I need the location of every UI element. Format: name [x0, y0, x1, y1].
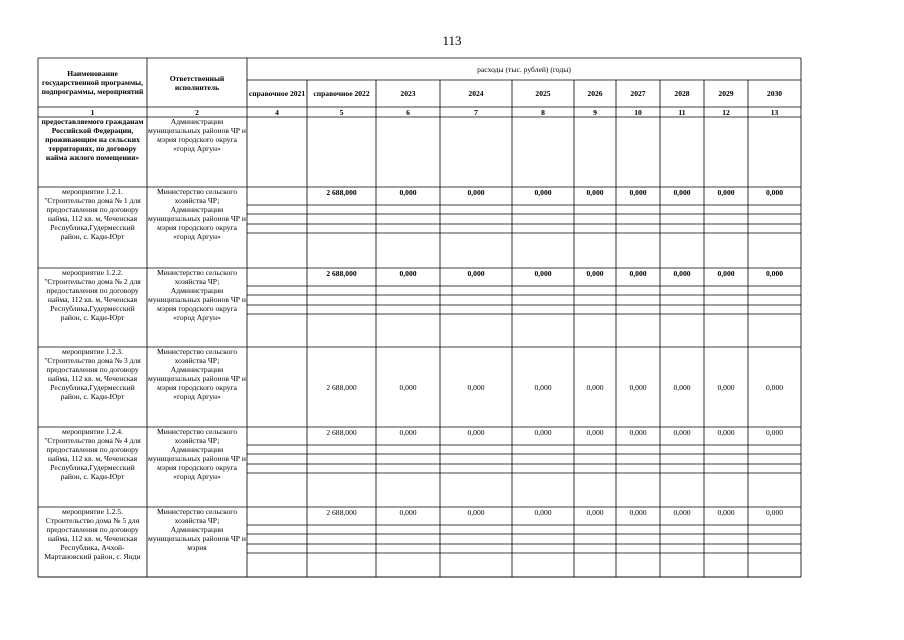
row-value: 2 688,000 [326, 187, 357, 197]
row-value: 0,000 [765, 268, 784, 278]
row-name: мероприятие 1.2.4. "Строительство дома № 4 для предоставления по договору найма, 112 кв. м, Чеченская Республика,Гудермесский район, с. Кади-Юрт [44, 427, 141, 481]
column-number: 10 [634, 107, 642, 117]
row-executor: Министерство сельского хозяйства ЧР; Администрации муниципальных районов ЧР и мэрия городского округа «город Аргун» [148, 347, 246, 401]
row-value: 0,000 [399, 427, 417, 437]
row-value: 0,000 [717, 187, 735, 197]
page-number: 113 [442, 33, 462, 48]
row-value: 0,000 [467, 382, 485, 392]
header-name: Наименование государственной программы, подпрограммы, мероприятий [41, 69, 144, 96]
row-value: 0,000 [765, 507, 784, 517]
row-value: 2 688,000 [326, 382, 357, 392]
row-value: 0,000 [717, 382, 735, 392]
row-value: 0,000 [673, 507, 691, 517]
row-value: 0,000 [586, 187, 604, 197]
row-value: 0,000 [534, 507, 552, 517]
row-executor: Министерство сельского хозяйства ЧР; Администрации муниципальных районов ЧР и мэрия городского округа «город Аргун» [148, 427, 246, 481]
row-value: 0,000 [629, 427, 647, 437]
header-executor: Ответственный исполнитель [169, 73, 225, 92]
column-number: 5 [339, 107, 344, 117]
row-value: 0,000 [629, 187, 647, 197]
row-value: 0,000 [673, 268, 691, 278]
row-value: 0,000 [673, 382, 691, 392]
row-executor: Министерство сельского хозяйства ЧР; Администрации муниципальных районов ЧР и мэрия городского округа «город Аргун» [148, 268, 246, 322]
header-year: 2030 [766, 89, 783, 98]
row-executor: Администрации муниципальных районов ЧР и мэрия городского округа «город Аргун» [148, 117, 246, 153]
row-executor: Министерство сельского хозяйства ЧР; Администрации муниципальных районов ЧР и мэрия [148, 507, 246, 552]
row-name: мероприятие 1.2.2. "Строительство дома № 2 для предоставления по договору найма, 112 кв. м, Чеченская Республика,Гудермесский район, с. Кади-Юрт [44, 268, 141, 322]
row-value: 0,000 [467, 268, 485, 278]
row-value: 0,000 [534, 382, 552, 392]
header-year: 2023 [400, 89, 416, 98]
row-value: 0,000 [586, 507, 604, 517]
header-year: 2027 [630, 89, 646, 98]
row-value: 0,000 [765, 427, 784, 437]
row-value: 0,000 [534, 268, 552, 278]
row-value: 0,000 [399, 268, 417, 278]
row-value: 0,000 [586, 268, 604, 278]
header-year: справочное 2021 [248, 89, 306, 98]
row-executor: Министерство сельского хозяйства ЧР; Администрации муниципальных районов ЧР и мэрия городского округа «город Аргун» [148, 187, 246, 241]
row-value: 0,000 [629, 507, 647, 517]
row-value: 0,000 [534, 187, 552, 197]
header-year: 2029 [718, 89, 734, 98]
row-value: 2 688,000 [326, 507, 357, 517]
header-year: 2025 [535, 89, 551, 98]
header-year: 2026 [587, 89, 603, 98]
header-year: 2028 [674, 89, 690, 98]
row-value: 0,000 [534, 427, 552, 437]
row-value: 0,000 [717, 427, 735, 437]
column-number: 9 [593, 107, 597, 117]
row-name: мероприятие 1.2.3. "Строительство дома № 3 для предоставления по договору найма, 112 кв. м, Чеченская Республика,Гудермесский район, с. Кади-Юрт [44, 347, 141, 401]
row-value: 0,000 [765, 187, 784, 197]
row-value: 0,000 [586, 382, 604, 392]
row-name: мероприятие 1.2.5. Строительство дома № 5 для предоставления по договору найма, 112 кв. м, Чеченская Республика, Ачхой- Мартановский район, с. Янди [44, 507, 141, 561]
column-number: 2 [195, 107, 199, 117]
header-expenses: расходы (тыс. рублей) (годы) [477, 64, 571, 74]
row-value: 0,000 [717, 268, 735, 278]
row-value: 2 688,000 [326, 427, 357, 437]
column-number: 1 [90, 107, 95, 117]
row-value: 0,000 [673, 187, 691, 197]
row-value: 0,000 [467, 427, 485, 437]
row-value: 2 688,000 [326, 268, 357, 278]
row-value: 0,000 [467, 507, 485, 517]
row-value: 0,000 [399, 507, 417, 517]
column-number: 7 [474, 107, 478, 117]
row-value: 0,000 [717, 507, 735, 517]
column-number: 13 [770, 107, 779, 117]
row-value: 0,000 [586, 427, 604, 437]
header-year: 2024 [468, 89, 484, 98]
row-value: 0,000 [629, 382, 647, 392]
row-value: 0,000 [467, 187, 485, 197]
row-name: мероприятие 1.2.1. "Строительство дома № 1 для предоставления по договору найма, 112 кв. м, Чеченская Республика,Гудермесский район, с. Кади-Юрт [44, 187, 141, 241]
row-name: предоставляемого гражданам Российской Федерации, проживающим на сельских территориях, по договору найма жилого помещения» [41, 117, 144, 162]
header-year: справочное 2022 [313, 89, 370, 98]
column-number: 8 [541, 107, 545, 117]
row-value: 0,000 [673, 427, 691, 437]
row-value: 0,000 [399, 187, 417, 197]
row-value: 0,000 [765, 382, 784, 392]
column-number: 11 [678, 107, 686, 117]
row-value: 0,000 [629, 268, 647, 278]
column-number: 6 [406, 107, 410, 117]
row-value: 0,000 [399, 382, 417, 392]
column-number: 4 [275, 107, 279, 117]
column-number: 12 [722, 107, 730, 117]
